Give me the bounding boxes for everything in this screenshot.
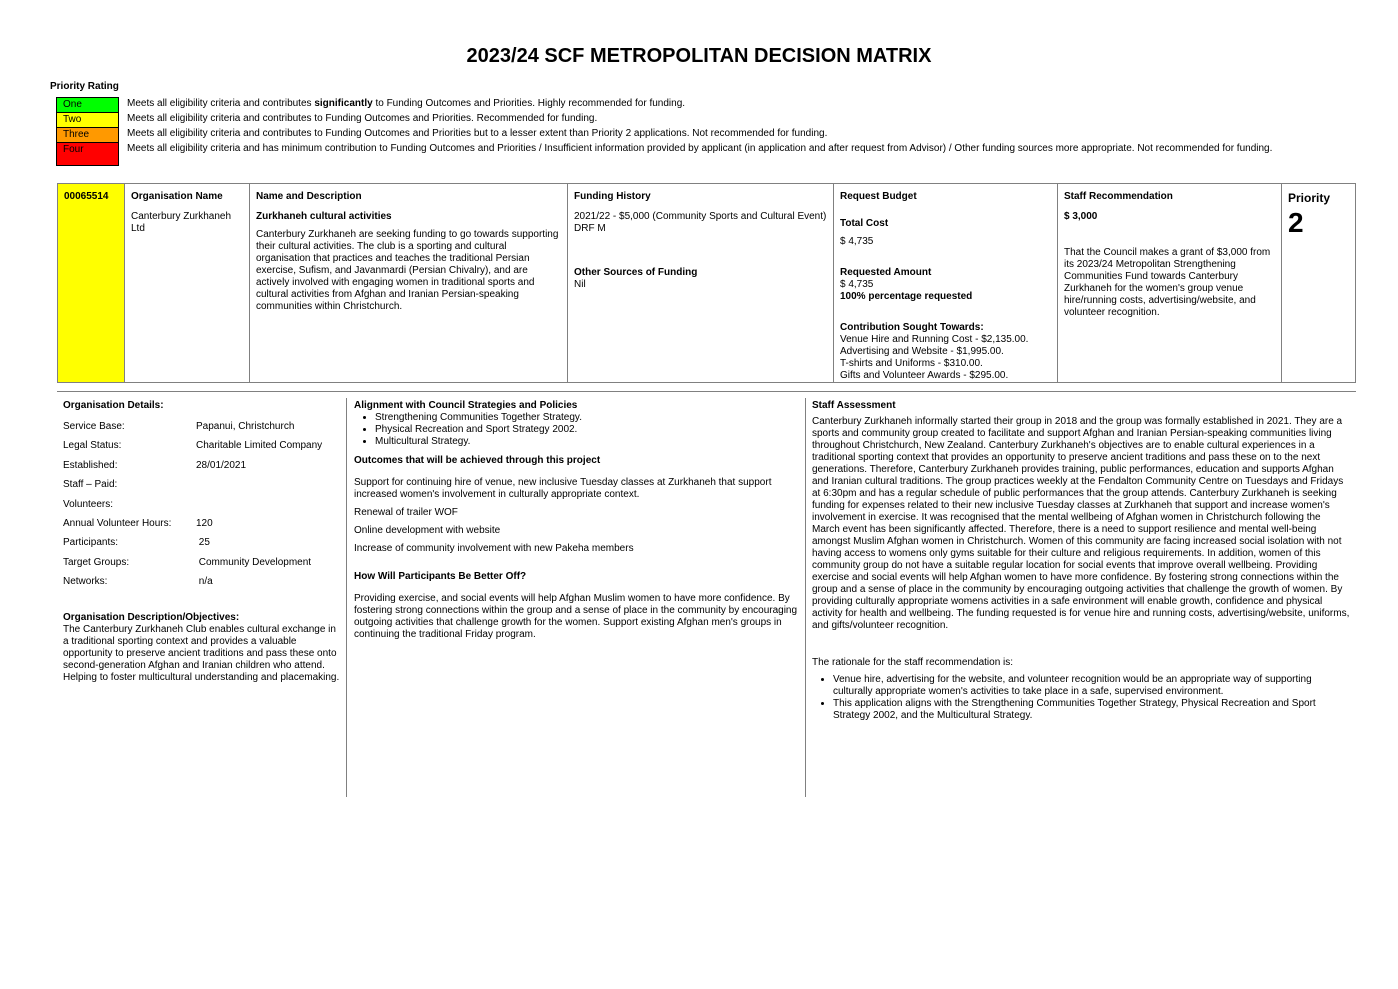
priority-swatch-four: Four: [56, 142, 119, 166]
requested-amount-label: Requested Amount: [840, 267, 932, 278]
detail-row: Annual Volunteer Hours: 120: [63, 517, 213, 529]
priority-desc-two: Meets all eligibility criteria and contributes to Funding Outcomes and Priorities. Recommended for funding.: [127, 113, 598, 124]
page-title: 2023/24 SCF METROPOLITAN DECISION MATRIX: [466, 45, 932, 67]
priority-row-two: [56, 112, 1346, 127]
rationale-intro: The rationale for the staff recommendation is:: [812, 657, 1014, 668]
organisation-name-heading: Organisation Name: [131, 191, 223, 202]
request-budget-heading: Request Budget: [840, 191, 917, 202]
detail-row: Legal Status: Charitable Limited Company: [63, 440, 323, 452]
contribution-item: Gifts and Volunteer Awards - $295.00.: [840, 370, 1009, 381]
request-budget-cell: [834, 184, 1058, 382]
organisation-details-heading: Organisation Details:: [63, 400, 164, 411]
application-summary-table: [57, 183, 1356, 383]
name-description-cell: [250, 184, 568, 382]
priority-swatch-three: Three: [56, 127, 119, 142]
priority-row-four: [56, 142, 1346, 168]
rationale-list: [812, 674, 1350, 722]
organisation-details-panel: [57, 398, 347, 797]
alignment-panel: [347, 398, 806, 797]
section-divider: [57, 391, 1356, 392]
contribution-item: Advertising and Website - $1,995.00.: [840, 346, 1004, 357]
priority-swatch-one: One: [56, 97, 119, 112]
organisation-name-cell: [125, 184, 250, 382]
contribution-item: Venue Hire and Running Cost - $2,135.00.: [840, 334, 1029, 345]
outcome-item: Support for continuing hire of venue, new inclusive Tuesday classes at Zurkhaneh that support increased women's involvement in culturally appropriate context.: [354, 477, 772, 500]
percentage-requested: 100% percentage requested: [840, 291, 973, 302]
alignment-heading: Alignment with Council Strategies and Policies: [354, 400, 578, 411]
recommended-amount: $ 3,000: [1064, 211, 1098, 222]
priority-desc-three: Meets all eligibility criteria and contributes to Funding Outcomes and Priorities but to a lesser extent than Priority 2 applications. Not recommended for funding.: [127, 128, 828, 139]
detail-row: Participants: 25: [63, 537, 210, 549]
funding-history-cell: [568, 184, 834, 382]
other-funding: Nil: [574, 279, 586, 290]
priority-rating-heading: Priority Rating: [50, 81, 119, 92]
detail-row: Volunteers:: [63, 498, 114, 510]
total-cost: $ 4,735: [840, 236, 874, 247]
strategy-item: • Strengthening Communities Together Strategy.: [375, 412, 798, 424]
outcome-item: Online development with website: [354, 525, 501, 536]
staff-assessment-panel: [806, 398, 1356, 797]
name-description-heading: Name and Description: [256, 191, 362, 202]
funding-history-heading: Funding History: [574, 191, 651, 202]
rationale-item: • This application aligns with the Strengthening Communities Together Strategy, Physical Recreation and Sport Strategy 2002, and the Multicultural Strategy.: [833, 698, 1350, 722]
outcome-item: Renewal of trailer WOF: [354, 507, 458, 518]
contribution-item: T-shirts and Uniforms - $310.00.: [840, 358, 983, 369]
detail-row: Staff – Paid:: [63, 479, 118, 491]
organisation-description: The Canterbury Zurkhaneh Club enables cultural exchange in a traditional sporting context and provides a valuable opportunity to preserve ancient traditions and pass these onto second-generation Afghan and Iranian children who attend. Helping to foster multicultural understanding and placemaking.: [63, 623, 340, 683]
rationale-item: • Venue hire, advertising for the website, and volunteer recognition would be an appropriate way of supporting culturally appropriate women's activities to take place in a safe, supervised environment.: [833, 674, 1350, 698]
staff-recommendation-text: That the Council makes a grant of $3,000 from its 2023/24 Metropolitan Strengthening Communities Fund towards Canterbury Zurkhaneh for the women's group venue hire/running costs, advertising/website, and volunteer recognition.: [1064, 247, 1271, 318]
better-off-text: Providing exercise, and social events will help Afghan Muslim women to have more confidence. By fostering strong connections within the group and a sense of place in the community by encouraging outgoing activities that challenge growth for the women. Support existing Afghan men's groups in continuing the traditional Friday program.: [354, 593, 798, 640]
detail-row: Networks: n/a: [63, 576, 213, 588]
organisation-description-heading: Organisation Description/Objectives:: [63, 611, 240, 623]
priority-cell: [1282, 184, 1357, 382]
priority-value: 2: [1288, 207, 1304, 238]
other-funding-heading: Other Sources of Funding: [574, 267, 698, 278]
staff-assessment-heading: Staff Assessment: [812, 400, 896, 411]
priority-row-one: [56, 97, 1346, 112]
better-off-heading: How Will Participants Be Better Off?: [354, 571, 527, 582]
staff-recommendation-cell: [1058, 184, 1282, 382]
application-id: 00065514: [58, 184, 125, 382]
strategy-item: • Physical Recreation and Sport Strategy 2002.: [375, 424, 798, 436]
priority-desc-four: Meets all eligibility criteria and has minimum contribution to Funding Outcomes and Priorities / Insufficient information provided by applicant (in application and after request from Advisor) / Other funding sources more appropriate. Not recommended for funding.: [127, 143, 1273, 154]
contribution-heading: Contribution Sought Towards:: [840, 322, 984, 333]
organisation-name: Canterbury Zurkhaneh Ltd: [131, 211, 232, 234]
outcomes-heading: Outcomes that will be achieved through this project: [354, 455, 601, 466]
project-description: Canterbury Zurkhaneh are seeking funding to go towards supporting their cultural activities. The club is a sporting and cultural organisation that practices and teaches the traditional Persian exercise, Sufism, and Javanmardi (Persian Chivalry), and are actively involved with engaging women in traditional sports and cultural activities from Afghan and Iranian Persian-speaking communities within Christchurch.: [256, 229, 559, 312]
outcome-item: Increase of community involvement with new Pakeha members: [354, 543, 634, 554]
detail-row: Established: 28/01/2021: [63, 459, 247, 471]
requested-amount: $ 4,735: [840, 279, 874, 290]
staff-assessment-body: Canterbury Zurkhaneh informally started their group in 2018 and the group was formally established in 2021. They are a sports and community group created to facilitate and support Afghan and Iranian Persian-speaking communities living throughout Christchurch, New Zealand. Canterbury Zurkhaneh's objectives are to enable cultural experiences in a traditional sporting context that provides an opportunity to preserve ancient traditions and pass these on to the next generations. Therefore, Canterbury Zurkhaneh provides training, public performances, education and supports Afghan and Iranian cultural traditions. The group practices weekly at the Fendalton Community Centre on Tuesdays and Fridays at 6:30pm and has a regular schedule of public performances that the group attends. Canterbury Zurkhaneh is seeking funding for expenses related to their new inclusive Tuesday classes at Zurkhaneh that support and increase women's involvement in exercise. It was recognised that the mental wellbeing of Afghan women in Christchurch following the March event has been significantly affected. Therefore, there is a need to support resilience and mental well-being amongst Muslim Afghan women in Christchurch. Women of this community are facing increased social isolation with not having access to womens only gyms suitable for their culture and religious requirements. In addition, women of this community group do not have a suitable regular location for social events that improve overall wellbeing. Providing exercise and social events will help Afghan women to have more confidence. By fostering strong connections within the group and a sense of place in the community by encouraging outgoing activities that challenge the growth of women. By providing culturally appropriate womens activities in a safe environment will enable growth, confidence and physical activity for health and wellbeing. The funding requested is for venue hire and running costs, advertising/website, uniforms, and gifts/volunteer recognition.: [812, 416, 1350, 631]
priority-row-three: [56, 127, 1346, 142]
priority-rating-legend: [56, 97, 1346, 168]
strategy-item: • Multicultural Strategy.: [375, 436, 798, 448]
priority-desc-one: Meets all eligibility criteria and contributes significantly to Funding Outcomes and Priorities. Highly recommended for funding.: [127, 98, 686, 109]
project-name: Zurkhaneh cultural activities: [256, 211, 392, 222]
total-cost-label: Total Cost: [840, 218, 889, 229]
staff-recommendation-heading: Staff Recommendation: [1064, 191, 1173, 202]
detail-row: Target Groups: Community Development: [63, 556, 312, 568]
priority-swatch-two: Two: [56, 112, 119, 127]
priority-heading: Priority: [1288, 191, 1331, 205]
strategy-list: [354, 412, 798, 448]
funding-history: 2021/22 - $5,000 (Community Sports and Cultural Event) DRF M: [574, 211, 827, 234]
detail-row: Service Base: Papanui, Christchurch: [63, 421, 295, 432]
